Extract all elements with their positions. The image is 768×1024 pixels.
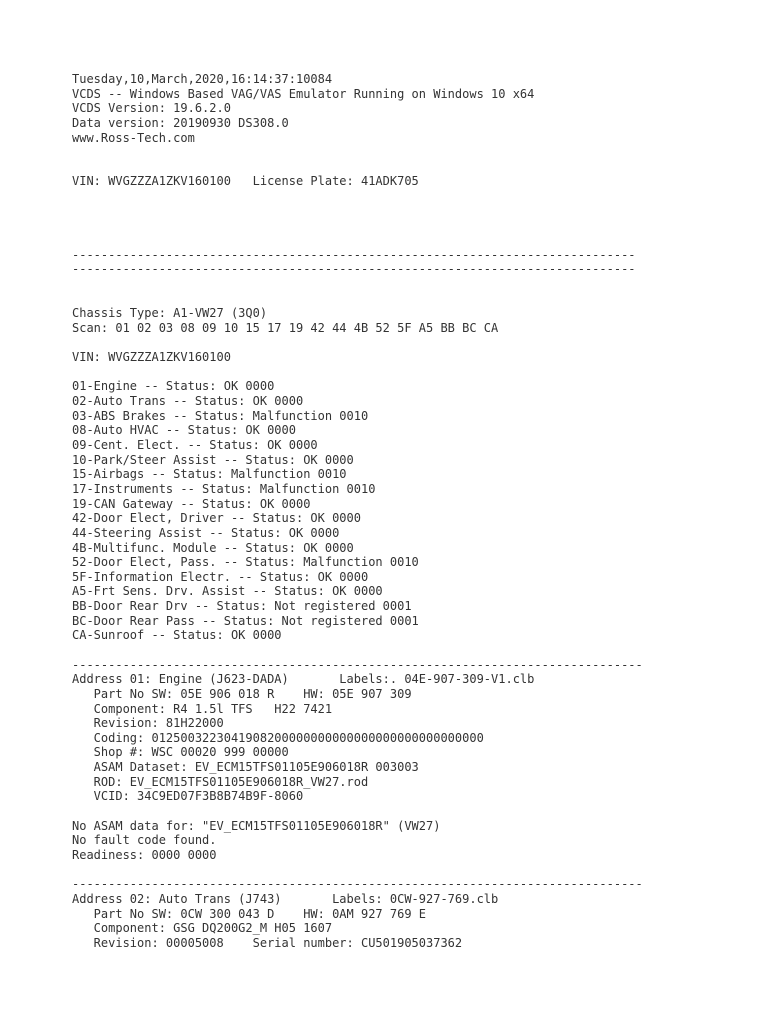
separator-line: ------------------------------------------------------------------------------- — [72, 657, 643, 672]
report-line: Revision: 81H22000 — [72, 716, 224, 731]
module-status-line: 09-Cent. Elect. -- Status: OK 0000 — [72, 438, 318, 453]
report-line: VCDS Version: 19.6.2.0 — [72, 101, 231, 116]
report-line: Chassis Type: A1-VW27 (3Q0) — [72, 306, 268, 321]
module-status-line: 01-Engine -- Status: OK 0000 — [72, 379, 275, 394]
separator-line: ------------------------------------------------------------------------------ — [72, 247, 636, 262]
vin-line: VIN: WVGZZZA1ZKV160100 License Plate: 41ADK705 — [72, 174, 419, 189]
report-line: VCDS -- Windows Based VAG/VAS Emulator Running on Windows 10 x64 — [72, 86, 535, 101]
module-status-line: 10-Park/Steer Assist -- Status: OK 0000 — [72, 452, 354, 467]
module-status-line: 19-CAN Gateway -- Status: OK 0000 — [72, 496, 311, 511]
report-line: Part No SW: 0CW 300 043 D HW: 0AM 927 769 E — [72, 906, 427, 921]
report-line: Component: R4 1.5l TFS H22 7421 — [72, 701, 333, 716]
report-line: No ASAM data for: "EV_ECM15TFS01105E906018R" (VW27) — [72, 818, 441, 833]
vin-line: VIN: WVGZZZA1ZKV160100 — [72, 350, 231, 365]
module-status-line: 17-Instruments -- Status: Malfunction 0010 — [72, 481, 376, 496]
blank-line — [72, 233, 643, 248]
blank-line — [72, 336, 643, 351]
report-line: Readiness: 0000 0000 — [72, 847, 217, 862]
module-status-line: 44-Steering Assist -- Status: OK 0000 — [72, 525, 340, 540]
module-status-line: 5F-Information Electr. -- Status: OK 0000 — [72, 569, 369, 584]
module-status-line: 52-Door Elect, Pass. -- Status: Malfunction 0010 — [72, 555, 419, 570]
blank-line — [72, 189, 643, 204]
blank-line — [72, 145, 643, 160]
blank-line — [72, 804, 643, 819]
module-status-line: BC-Door Rear Pass -- Status: Not registered 0001 — [72, 613, 419, 628]
report-line: Revision: 00005008 Serial number: CU501905037362 — [72, 935, 463, 950]
module-status-line: BB-Door Rear Drv -- Status: Not registered 0001 — [72, 599, 412, 614]
report-line: www.Ross-Tech.com — [72, 130, 195, 145]
report-line: Component: GSG DQ200G2_M H05 1607 — [72, 921, 333, 936]
vcds-scan-report — [72, 72, 643, 950]
blank-line — [72, 365, 643, 380]
address-header-line: Address 01: Engine (J623-DADA) Labels:. 04E-907-309-V1.clb — [72, 672, 535, 687]
blank-line — [72, 218, 643, 233]
blank-line — [72, 643, 643, 658]
separator-line: ------------------------------------------------------------------------------ — [72, 262, 636, 277]
blank-line — [72, 277, 643, 292]
report-line: ROD: EV_ECM15TFS01105E906018R_VW27.rod — [72, 774, 369, 789]
report-line: Tuesday,10,March,2020,16:14:37:10084 — [72, 72, 333, 86]
module-status-line: 02-Auto Trans -- Status: OK 0000 — [72, 394, 304, 409]
module-status-line: 4B-Multifunc. Module -- Status: OK 0000 — [72, 540, 354, 555]
module-status-line: 03-ABS Brakes -- Status: Malfunction 0010 — [72, 408, 369, 423]
report-line: Coding: 0125003223041908200000000000000000000000000000 — [72, 730, 484, 745]
module-status-line: A5-Frt Sens. Drv. Assist -- Status: OK 0000 — [72, 584, 383, 599]
module-status-line: CA-Sunroof -- Status: OK 0000 — [72, 628, 282, 643]
address-header-line: Address 02: Auto Trans (J743) Labels: 0CW-927-769.clb — [72, 891, 499, 906]
module-status-line: 15-Airbags -- Status: Malfunction 0010 — [72, 467, 347, 482]
blank-line — [72, 292, 643, 307]
report-line: No fault code found. — [72, 833, 217, 848]
module-status-line: 08-Auto HVAC -- Status: OK 0000 — [72, 423, 296, 438]
blank-line — [72, 204, 643, 219]
report-line: Shop #: WSC 00020 999 00000 — [72, 745, 289, 760]
report-line: ASAM Dataset: EV_ECM15TFS01105E906018R 003003 — [72, 760, 419, 775]
report-line: VCID: 34C9ED07F3B8B74B9F-8060 — [72, 789, 304, 804]
report-line: Scan: 01 02 03 08 09 10 15 17 19 42 44 4B 52 5F A5 BB BC CA — [72, 320, 499, 335]
blank-line — [72, 863, 643, 878]
module-status-line: 42-Door Elect, Driver -- Status: OK 0000 — [72, 511, 361, 526]
blank-line — [72, 160, 643, 175]
report-line: Part No SW: 05E 906 018 R HW: 05E 907 309 — [72, 686, 412, 701]
separator-line: ------------------------------------------------------------------------------- — [72, 877, 643, 892]
report-line: Data version: 20190930 DS308.0 — [72, 115, 289, 130]
